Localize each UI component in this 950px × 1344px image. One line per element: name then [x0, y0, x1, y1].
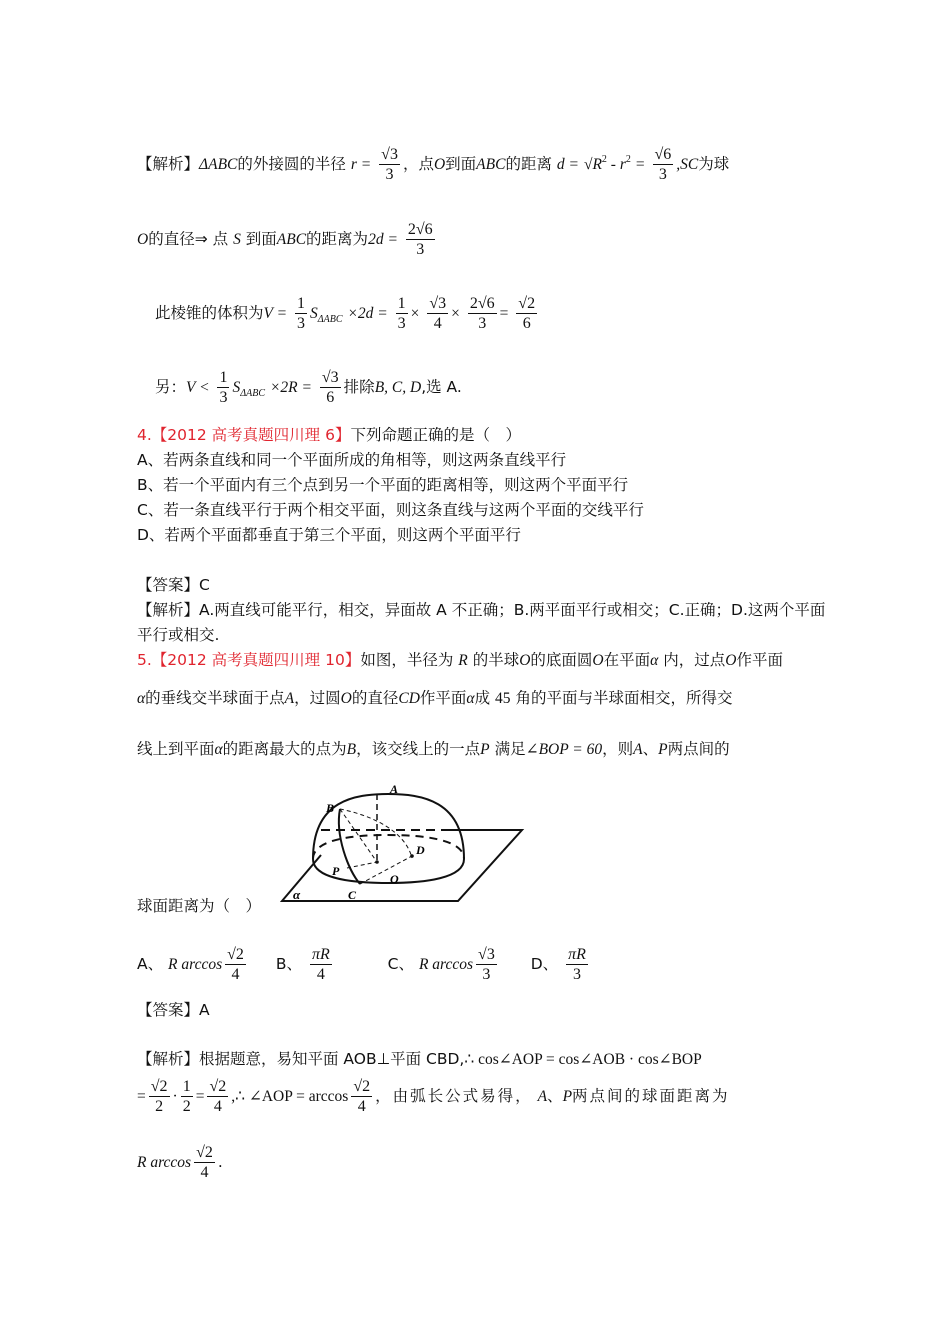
q5-answer: 【答案】A	[137, 1001, 210, 1019]
fraction: $\frac{1}{3}$	[397, 295, 406, 332]
q4-answer: 【答案】C	[137, 576, 210, 594]
q4-option-a: A、若两条直线和同一个平面所成的角相等，则这两条直线平行	[137, 451, 567, 469]
label-d: D	[416, 843, 425, 857]
q5-option-d: D、 $\frac{\pi R}{3}$	[530, 946, 586, 983]
intersection-curve-hidden	[340, 809, 412, 858]
label-alpha: α	[293, 887, 301, 902]
q4-option-c: C、若一条直线平行于两个相交平面，则这条直线与这两个平面的交线平行	[137, 501, 644, 519]
plane-alpha	[282, 830, 522, 901]
fraction: $\frac{1}{3}$	[296, 295, 305, 332]
q5-option-c: C、 R arccos $\frac{√3}{3}$	[387, 946, 495, 983]
fraction: $\frac{√6}{3}$	[654, 146, 672, 183]
hemisphere-dome	[313, 794, 464, 859]
analysis1-line3: 此棱锥的体积为V = $\frac{1}{3}$ $S_{\Delta ABC} \times 2d$ = $\frac{1}{3}$ × $\frac{√3}{4}$ × $\frac{2√6}{3}$ = $\frac{√2}{6}$	[155, 295, 536, 332]
segment-op	[347, 862, 377, 868]
fraction: $\frac{√3}{3}$	[381, 146, 398, 183]
fraction: $\frac{2√6}{3}$	[407, 221, 433, 258]
analysis1-line2: O的直径⇒ 点 S 到面ABC的距离为2d = $\frac{2√6}{3}$	[137, 221, 433, 258]
q5-option-a: A、 R arccos $\frac{√2}{4}$	[137, 946, 244, 983]
q5-stem-line2: α的垂线交半球面于点A，过圆O的直径CD作平面α成 45 角的平面与半球面相交，所得交	[137, 689, 733, 707]
q5-options	[137, 945, 591, 984]
q5-analysis-line2: = $\frac{√2}{2}$ · $\frac{1}{2}$ = $\frac{√2}{4}$ ,∴ ∠AOP = arccos $\frac{√2}{4}$ ，由弧长公式易得， A、P两点间的球面距离为	[137, 1078, 730, 1115]
q5-stem-line1: 5.【2012 高考真题四川理 10】如图，半径为 R 的半球O的底面圆O在平面α 内，过点O作平面	[137, 651, 783, 669]
q4-analysis-1: 【解析】A.两直线可能平行，相交，异面故 A 不正确；B.两平面平行或相交；C.正确；D.这两个平面	[137, 601, 826, 619]
q5-source-tag: 【2012 高考真题四川理 10】	[151, 651, 361, 669]
base-ellipse-back	[313, 835, 464, 859]
intersection-curve	[339, 809, 360, 884]
sqrt-expr: $√R^2 - r^2$	[583, 154, 631, 173]
label-a: A	[390, 782, 399, 796]
q5-analysis-line3: R arccos $\frac{√2}{4}$ .	[137, 1144, 223, 1181]
q4-stem: 4.【2012 高考真题四川理 6】下列命题正确的是（ ）	[137, 426, 521, 444]
q4-analysis-2: 平行或相交.	[137, 626, 220, 644]
hemisphere-figure	[280, 780, 540, 910]
fraction: $\frac{2√6}{3}$	[469, 295, 495, 332]
q5-option-b: B、 $\frac{\pi R}{4}$	[275, 946, 330, 983]
segment-cd	[360, 856, 412, 884]
fraction: $\frac{√2}{6}$	[518, 295, 536, 332]
label-c: C	[348, 888, 357, 902]
q5-stem-line3: 线上到平面α的距离最大的点为B，该交线上的一点P 满足∠BOP = 60，则A、P两点间的	[137, 740, 730, 758]
q5-analysis-line1: 【解析】根据题意，易知平面 AOB⊥平面 CBD,∴ cos∠AOP = cos∠AOB · cos∠BOP	[137, 1050, 702, 1068]
analysis1-line4: 另：V < $\frac{1}{3}$ $S_{\Delta ABC} \times 2R$ = $\frac{√3}{6}$ 排除B, C, D,选 A.	[155, 369, 462, 406]
fraction: $\frac{1}{3}$	[219, 369, 228, 406]
q4-option-b: B、若一个平面内有三个点到另一个平面的距离相等，则这两个平面平行	[137, 476, 629, 494]
point-d	[410, 854, 414, 858]
fraction: $\frac{√3}{4}$	[429, 295, 447, 332]
label-b: B	[326, 801, 335, 815]
analysis-label: 【解析】	[137, 155, 200, 173]
point-o	[375, 860, 379, 864]
q5-stem-line4: 球面距离为（ ）	[137, 897, 262, 915]
label-o: O	[390, 872, 399, 886]
q4-source-tag: 【2012 高考真题四川理 6】	[151, 426, 351, 444]
label-p: P	[332, 864, 340, 878]
analysis1-line1: 【解析】ΔABC的外接圆的半径 r = $\frac{√3}{3}$ ，点O到面ABC的距离 $d = √R^2 - r^2$ = $\frac{√6}{3}$ ,SC为球	[137, 146, 730, 183]
q4-option-d: D、若两个平面都垂直于第三个平面，则这两个平面平行	[137, 526, 521, 544]
fraction: $\frac{√3}{6}$	[321, 369, 339, 406]
